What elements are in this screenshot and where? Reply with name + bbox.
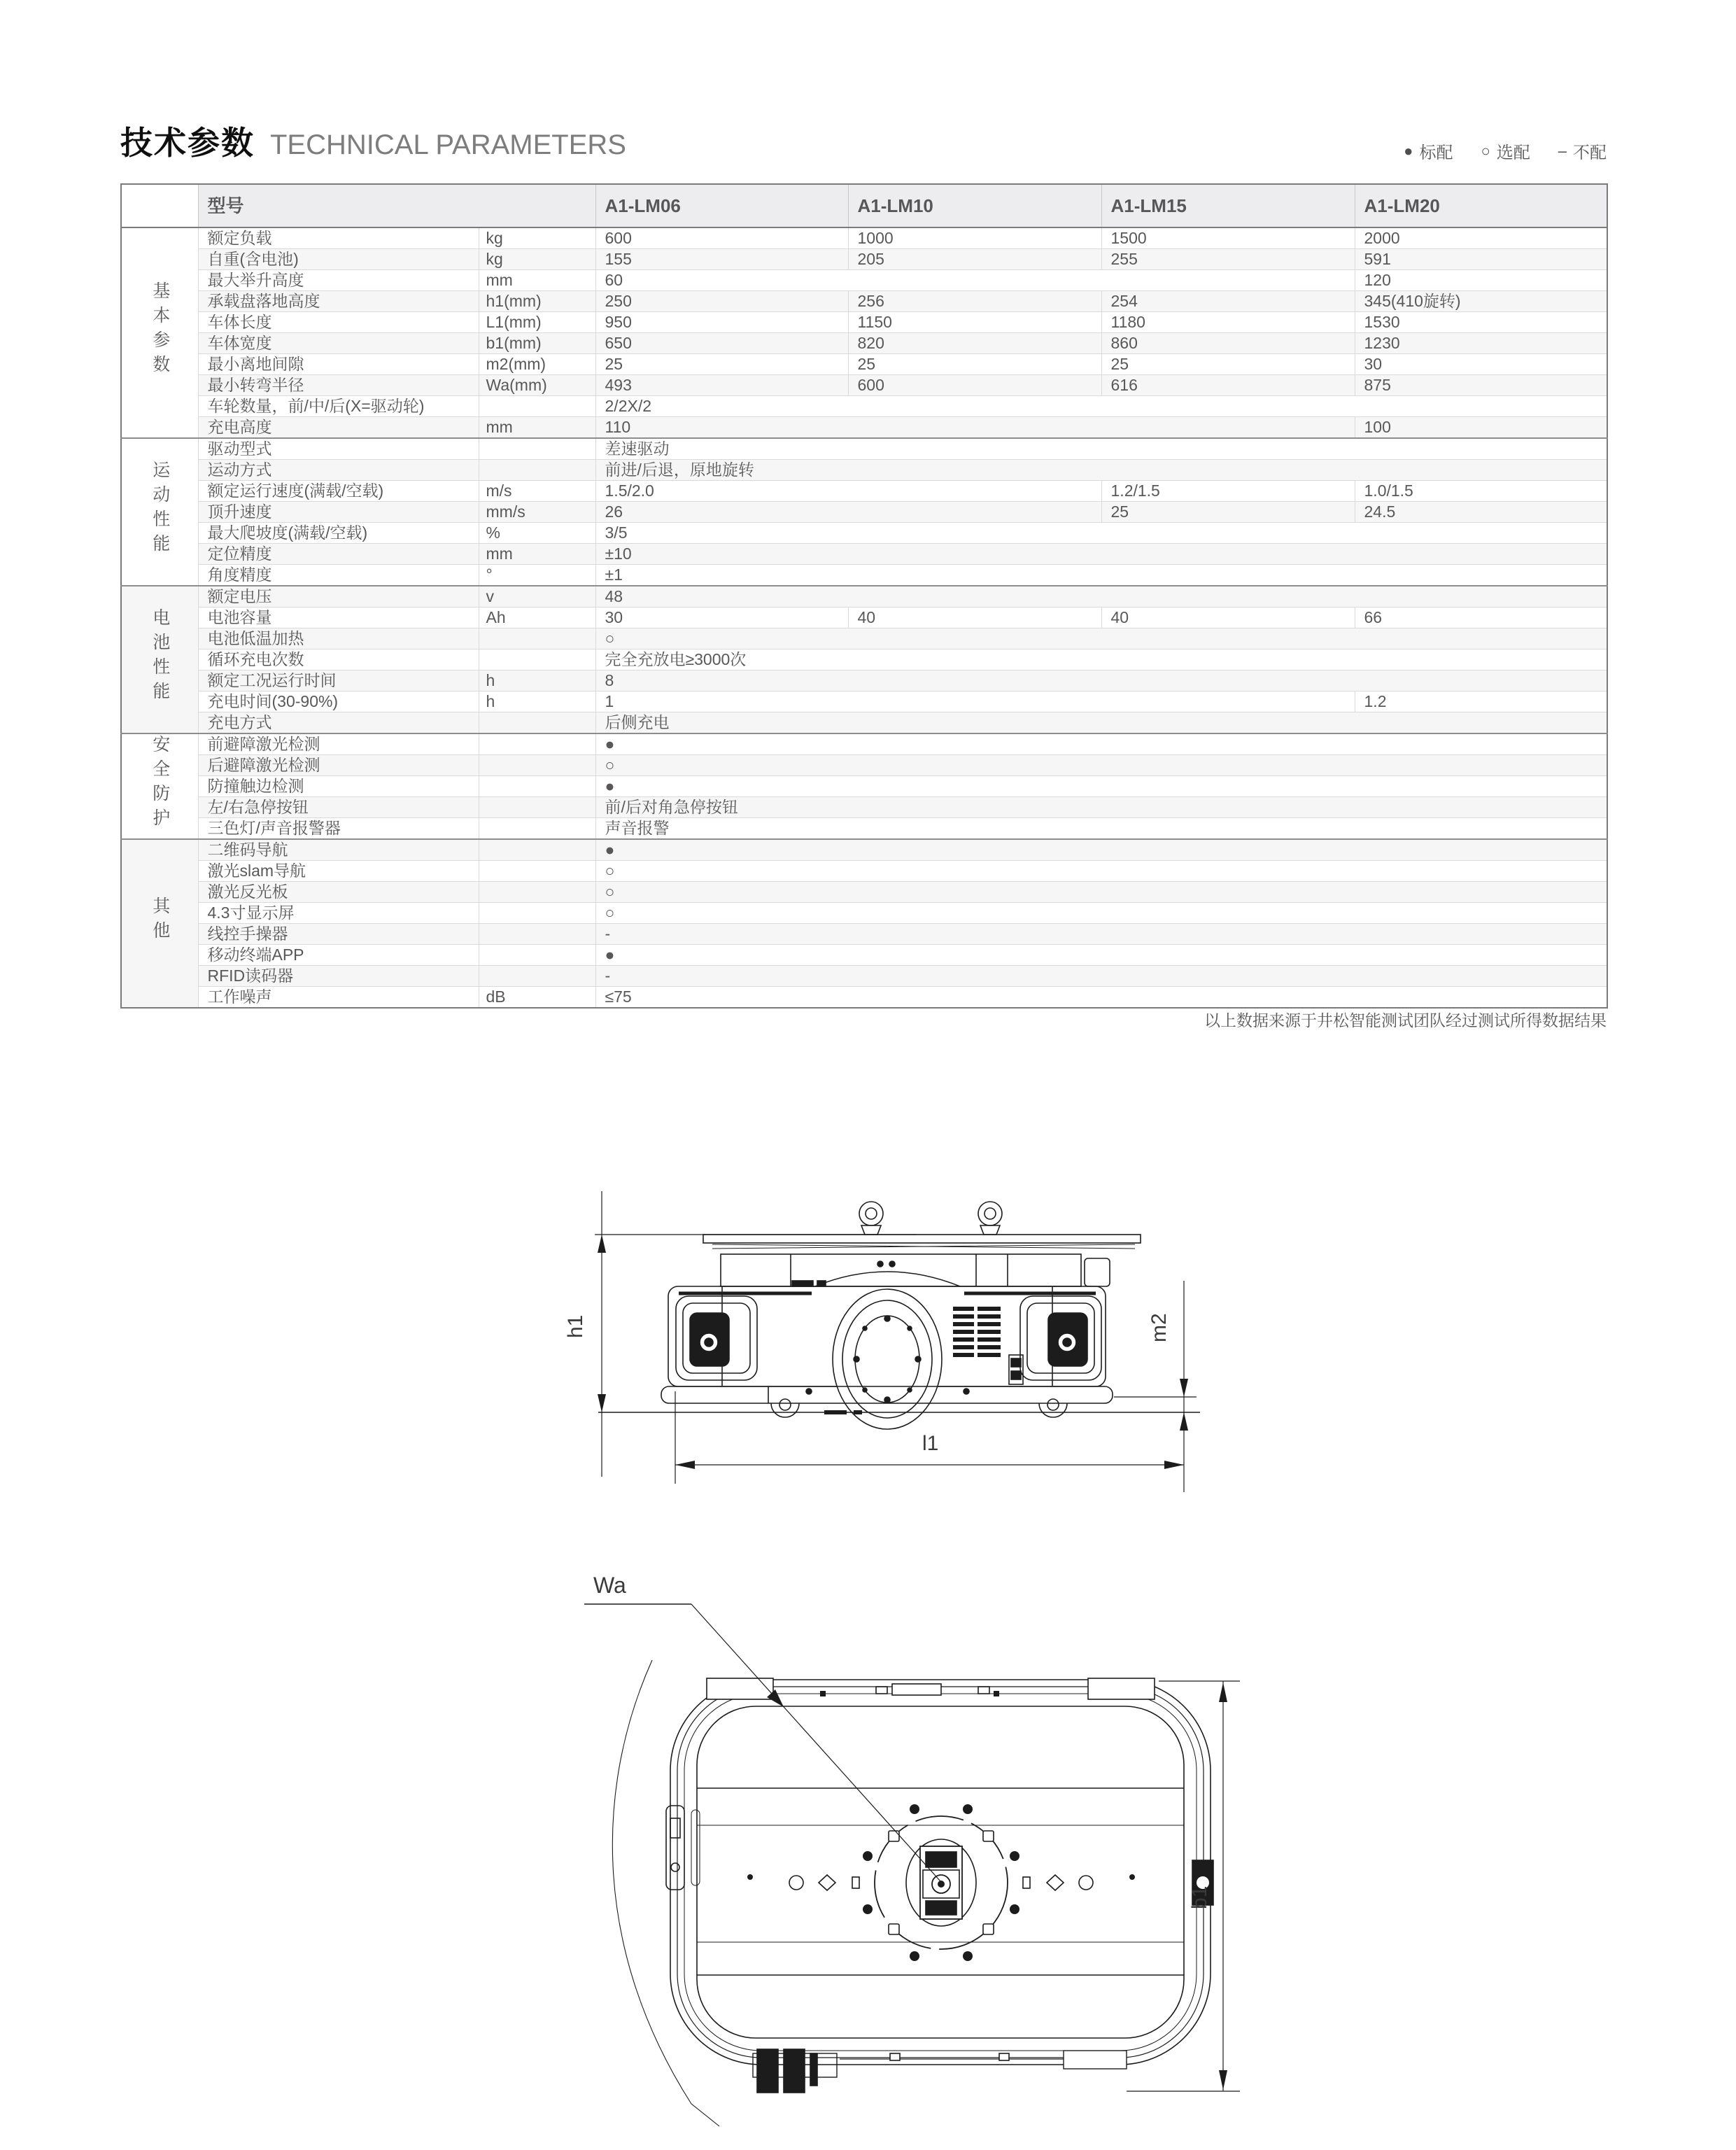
param-row bbox=[121, 924, 1607, 945]
param-value: - bbox=[595, 966, 1607, 987]
param-value: 60 bbox=[595, 270, 1355, 291]
param-unit: mm bbox=[479, 417, 595, 439]
param-row bbox=[121, 270, 1607, 291]
param-row bbox=[121, 333, 1607, 354]
header-corner-cell bbox=[121, 184, 198, 227]
param-value: ○ bbox=[595, 628, 1607, 649]
param-value: 120 bbox=[1355, 270, 1607, 291]
param-value: 950 bbox=[595, 312, 848, 333]
param-unit bbox=[479, 649, 595, 670]
param-label: 运动方式 bbox=[198, 460, 479, 481]
param-row bbox=[121, 460, 1607, 481]
param-row bbox=[121, 945, 1607, 966]
param-value: 30 bbox=[1355, 354, 1607, 375]
param-label: 充电时间(30-90%) bbox=[198, 691, 479, 712]
param-label: 自重(含电池) bbox=[198, 249, 479, 270]
param-label: 车体长度 bbox=[198, 312, 479, 333]
rear-sensor-window bbox=[1020, 1296, 1101, 1380]
param-value: 256 bbox=[848, 291, 1101, 312]
param-value: 差速驱动 bbox=[595, 438, 1607, 460]
param-unit bbox=[479, 818, 595, 840]
model-header: A1-LM15 bbox=[1101, 184, 1355, 227]
param-value: ● bbox=[595, 776, 1607, 797]
param-row bbox=[121, 354, 1607, 375]
param-value: 1.2 bbox=[1355, 691, 1607, 712]
param-label: 额定负载 bbox=[198, 227, 479, 249]
param-row bbox=[121, 396, 1607, 417]
param-label: RFID读码器 bbox=[198, 966, 479, 987]
param-value: 66 bbox=[1355, 607, 1607, 628]
param-value: 前/后对角急停按钮 bbox=[595, 797, 1607, 818]
dim-label-b1: b1 bbox=[1188, 1885, 1211, 1909]
param-label: 线控手操器 bbox=[198, 924, 479, 945]
drive-hub bbox=[863, 1804, 1019, 1961]
param-label: 最小离地间隙 bbox=[198, 354, 479, 375]
param-value: 2000 bbox=[1355, 227, 1607, 249]
legend-item-standard bbox=[1404, 139, 1453, 163]
param-value: ● bbox=[595, 945, 1607, 966]
param-unit bbox=[479, 628, 595, 649]
param-unit bbox=[479, 839, 595, 861]
param-row bbox=[121, 670, 1607, 691]
page-title-en: TECHNICAL PARAMETERS bbox=[270, 129, 626, 160]
param-value: 25 bbox=[1101, 354, 1355, 375]
dash-icon: – bbox=[1558, 141, 1567, 160]
param-label: 电池容量 bbox=[198, 607, 479, 628]
section-label: 基本参数 bbox=[121, 227, 198, 438]
hollow-dot-icon: ○ bbox=[1481, 141, 1490, 160]
section-label: 安全防护 bbox=[121, 733, 198, 839]
param-value: 110 bbox=[595, 417, 1355, 439]
param-value: 1530 bbox=[1355, 312, 1607, 333]
filled-dot-icon: ● bbox=[1404, 141, 1413, 160]
param-unit: mm/s bbox=[479, 502, 595, 523]
param-label: 最大爬坡度(满载/空载) bbox=[198, 523, 479, 544]
model-header: A1-LM10 bbox=[848, 184, 1101, 227]
param-unit: mm bbox=[479, 544, 595, 565]
param-value: 860 bbox=[1101, 333, 1355, 354]
param-label: 车体宽度 bbox=[198, 333, 479, 354]
param-value: 345(410旋转) bbox=[1355, 291, 1607, 312]
param-value: 155 bbox=[595, 249, 848, 270]
param-value: ○ bbox=[595, 755, 1607, 776]
param-label: 三色灯/声音报警器 bbox=[198, 818, 479, 840]
section-label: 其他 bbox=[121, 839, 198, 1008]
param-unit: kg bbox=[479, 227, 595, 249]
drive-wheel bbox=[833, 1289, 942, 1429]
param-label: 前避障激光检测 bbox=[198, 733, 479, 755]
param-unit bbox=[479, 903, 595, 924]
param-value: 2/2X/2 bbox=[595, 396, 1607, 417]
param-value: 875 bbox=[1355, 375, 1607, 396]
param-value: 48 bbox=[595, 586, 1607, 607]
param-row bbox=[121, 797, 1607, 818]
param-value: ○ bbox=[595, 903, 1607, 924]
param-value: 616 bbox=[1101, 375, 1355, 396]
param-row bbox=[121, 712, 1607, 734]
param-value: ±1 bbox=[595, 565, 1607, 586]
param-value: 25 bbox=[595, 354, 848, 375]
table-header-row bbox=[121, 184, 1607, 227]
top-platform bbox=[703, 1235, 1141, 1243]
param-value: 254 bbox=[1101, 291, 1355, 312]
param-row bbox=[121, 523, 1607, 544]
param-value: 26 bbox=[595, 502, 1101, 523]
param-row bbox=[121, 628, 1607, 649]
dim-label-h1: h1 bbox=[564, 1314, 587, 1338]
param-unit bbox=[479, 776, 595, 797]
lift-frame bbox=[721, 1254, 1110, 1286]
dimension-m2 bbox=[1114, 1281, 1197, 1492]
legend-item-optional bbox=[1481, 139, 1530, 163]
param-row bbox=[121, 544, 1607, 565]
dim-label-l1: l1 bbox=[922, 1432, 939, 1455]
param-unit: kg bbox=[479, 249, 595, 270]
param-value: 声音报警 bbox=[595, 818, 1607, 840]
param-unit bbox=[479, 396, 595, 417]
param-unit: Wa(mm) bbox=[479, 375, 595, 396]
param-value: ○ bbox=[595, 882, 1607, 903]
param-row bbox=[121, 438, 1607, 460]
param-unit bbox=[479, 966, 595, 987]
param-value: 1500 bbox=[1101, 227, 1355, 249]
agv-top-view-drawing bbox=[574, 1561, 1259, 2128]
param-row bbox=[121, 776, 1607, 797]
param-value: 40 bbox=[848, 607, 1101, 628]
param-row bbox=[121, 565, 1607, 586]
param-value: 1000 bbox=[848, 227, 1101, 249]
param-value: 1.2/1.5 bbox=[1101, 481, 1355, 502]
parameters-table bbox=[120, 183, 1608, 1009]
param-unit: h bbox=[479, 670, 595, 691]
model-label-header: 型号 bbox=[198, 184, 595, 227]
front-sensor-window bbox=[676, 1296, 757, 1380]
param-value: 后侧充电 bbox=[595, 712, 1607, 734]
param-unit bbox=[479, 945, 595, 966]
param-value: 3/5 bbox=[595, 523, 1607, 544]
param-label: 充电方式 bbox=[198, 712, 479, 734]
data-source-footnote: 以上数据来源于井松智能测试团队经过测试所得数据结果 bbox=[1204, 1011, 1607, 1030]
param-row bbox=[121, 839, 1607, 861]
model-header: A1-LM20 bbox=[1355, 184, 1607, 227]
param-value: 600 bbox=[595, 227, 848, 249]
param-value: ● bbox=[595, 839, 1607, 861]
param-unit: h bbox=[479, 691, 595, 712]
param-label: 额定电压 bbox=[198, 586, 479, 607]
param-value: 591 bbox=[1355, 249, 1607, 270]
param-value: - bbox=[595, 924, 1607, 945]
param-unit: m/s bbox=[479, 481, 595, 502]
param-row bbox=[121, 649, 1607, 670]
param-row bbox=[121, 987, 1607, 1009]
param-label: 后避障激光检测 bbox=[198, 755, 479, 776]
param-label: 电池低温加热 bbox=[198, 628, 479, 649]
param-label: 定位精度 bbox=[198, 544, 479, 565]
param-unit: h1(mm) bbox=[479, 291, 595, 312]
param-row bbox=[121, 607, 1607, 628]
param-value: 650 bbox=[595, 333, 848, 354]
param-value: 1.0/1.5 bbox=[1355, 481, 1607, 502]
param-label: 承载盘落地高度 bbox=[198, 291, 479, 312]
param-value: ±10 bbox=[595, 544, 1607, 565]
param-label: 车轮数量，前/中/后(X=驱动轮) bbox=[198, 396, 479, 417]
param-unit bbox=[479, 861, 595, 882]
legend-label: 标配 bbox=[1419, 143, 1453, 162]
param-value: 8 bbox=[595, 670, 1607, 691]
param-unit: m2(mm) bbox=[479, 354, 595, 375]
param-row bbox=[121, 312, 1607, 333]
param-label: 充电高度 bbox=[198, 417, 479, 439]
param-unit bbox=[479, 438, 595, 460]
param-label: 激光反光板 bbox=[198, 882, 479, 903]
param-row bbox=[121, 861, 1607, 882]
param-row bbox=[121, 502, 1607, 523]
param-row bbox=[121, 818, 1607, 840]
param-unit bbox=[479, 712, 595, 734]
param-unit: ° bbox=[479, 565, 595, 586]
param-value: 24.5 bbox=[1355, 502, 1607, 523]
param-unit bbox=[479, 797, 595, 818]
param-value: 493 bbox=[595, 375, 848, 396]
param-label: 额定运行速度(满载/空载) bbox=[198, 481, 479, 502]
param-value: 1 bbox=[595, 691, 1355, 712]
param-row bbox=[121, 375, 1607, 396]
param-unit bbox=[479, 755, 595, 776]
param-value: 完全充放电≥3000次 bbox=[595, 649, 1607, 670]
param-value: 255 bbox=[1101, 249, 1355, 270]
param-row bbox=[121, 227, 1607, 249]
param-value: 205 bbox=[848, 249, 1101, 270]
param-label: 顶升速度 bbox=[198, 502, 479, 523]
param-row bbox=[121, 481, 1607, 502]
legend-label: 不配 bbox=[1573, 143, 1607, 162]
param-row bbox=[121, 417, 1607, 439]
param-label: 循环充电次数 bbox=[198, 649, 479, 670]
param-row bbox=[121, 249, 1607, 270]
param-value: 600 bbox=[848, 375, 1101, 396]
param-label: 最大举升高度 bbox=[198, 270, 479, 291]
param-value: ≤75 bbox=[595, 987, 1607, 1009]
param-value: 25 bbox=[1101, 502, 1355, 523]
param-value: 1150 bbox=[848, 312, 1101, 333]
param-value: ● bbox=[595, 733, 1607, 755]
param-label: 激光slam导航 bbox=[198, 861, 479, 882]
table-body bbox=[121, 227, 1607, 1008]
model-header: A1-LM06 bbox=[595, 184, 848, 227]
param-row bbox=[121, 586, 1607, 607]
param-value: 1.5/2.0 bbox=[595, 481, 1101, 502]
lifting-eye-icon bbox=[859, 1202, 1002, 1235]
param-label: 额定工况运行时间 bbox=[198, 670, 479, 691]
param-value: 40 bbox=[1101, 607, 1355, 628]
page-title bbox=[120, 118, 626, 164]
param-label: 角度精度 bbox=[198, 565, 479, 586]
param-value: 1230 bbox=[1355, 333, 1607, 354]
agv-side-view-drawing bbox=[546, 1176, 1232, 1512]
param-label: 移动终端APP bbox=[198, 945, 479, 966]
param-unit: % bbox=[479, 523, 595, 544]
param-unit bbox=[479, 924, 595, 945]
param-row bbox=[121, 691, 1607, 712]
param-value: 30 bbox=[595, 607, 848, 628]
param-unit bbox=[479, 460, 595, 481]
param-label: 二维码导航 bbox=[198, 839, 479, 861]
side-access-panel bbox=[666, 1806, 700, 1890]
param-value: 前进/后退，原地旋转 bbox=[595, 460, 1607, 481]
param-unit: Ah bbox=[479, 607, 595, 628]
param-value: 1180 bbox=[1101, 312, 1355, 333]
page-title-zh: 技术参数 bbox=[120, 125, 255, 161]
param-unit: v bbox=[479, 586, 595, 607]
param-unit bbox=[479, 733, 595, 755]
dimension-wa bbox=[584, 1604, 940, 1881]
legend-item-none bbox=[1558, 139, 1607, 163]
param-row bbox=[121, 903, 1607, 924]
param-label: 工作噪声 bbox=[198, 987, 479, 1009]
param-unit: b1(mm) bbox=[479, 333, 595, 354]
param-unit: L1(mm) bbox=[479, 312, 595, 333]
param-value: 820 bbox=[848, 333, 1101, 354]
param-value: 25 bbox=[848, 354, 1101, 375]
param-label: 左/右急停按钮 bbox=[198, 797, 479, 818]
param-row bbox=[121, 733, 1607, 755]
dim-label-m2: m2 bbox=[1148, 1313, 1171, 1342]
param-value: 250 bbox=[595, 291, 848, 312]
param-row bbox=[121, 755, 1607, 776]
section-label: 电池性能 bbox=[121, 586, 198, 733]
param-row bbox=[121, 966, 1607, 987]
legend-label: 选配 bbox=[1496, 143, 1530, 162]
turning-radius-arc bbox=[612, 1660, 719, 2126]
charging-contacts bbox=[753, 2049, 1127, 2093]
dimension-b1 bbox=[1127, 1681, 1240, 2091]
param-label: 最小转弯半径 bbox=[198, 375, 479, 396]
vent-grille bbox=[953, 1305, 1001, 1359]
param-value: 100 bbox=[1355, 417, 1607, 439]
param-unit bbox=[479, 882, 595, 903]
legend bbox=[1404, 139, 1607, 163]
technical-parameters-table-wrap bbox=[120, 183, 1608, 1009]
param-label: 4.3寸显示屏 bbox=[198, 903, 479, 924]
dim-label-wa: Wa bbox=[593, 1573, 626, 1598]
param-label: 防撞触边检测 bbox=[198, 776, 479, 797]
param-value: ○ bbox=[595, 861, 1607, 882]
param-label: 驱动型式 bbox=[198, 438, 479, 460]
param-unit: mm bbox=[479, 270, 595, 291]
param-unit: dB bbox=[479, 987, 595, 1009]
section-label: 运动性能 bbox=[121, 438, 198, 586]
param-row bbox=[121, 291, 1607, 312]
param-row bbox=[121, 882, 1607, 903]
